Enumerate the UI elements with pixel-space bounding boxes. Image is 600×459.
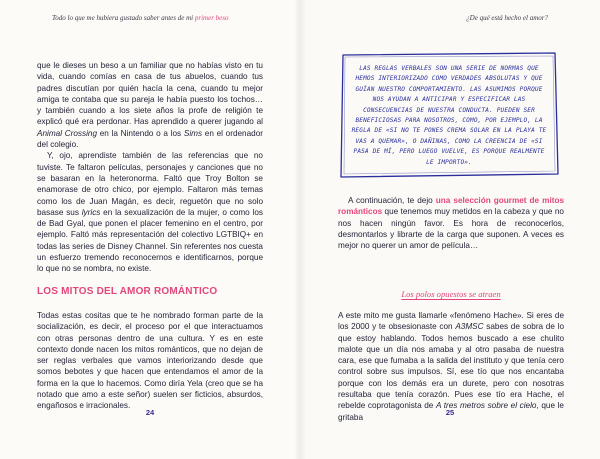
section-title: LOS MITOS DEL AMOR ROMÁNTICO bbox=[37, 286, 218, 297]
book-gutter bbox=[294, 0, 306, 459]
running-head-left bbox=[52, 14, 229, 22]
page-number-left: 24 bbox=[145, 408, 155, 417]
boxed-quote-text: LAS REGLAS VERBALES SON UNA SERIE DE NORMAS QUE HEMOS INTERIORIZADO COMO VERDADES ABSOLUTAS Y QUE GUÍAN NUESTRO COMPORTAMIENTO. LAS ASUMIMOS PORQUE NOS AYUDAN A ANTICIPAR Y ESPECIFICAR LAS CONSECUENCIAS DE NUESTRA CONDUCTA. PUEDEN SER BENEFICIOSAS PARA NOSOTROS, COMO, POR EJEMPLO, LA REGLA DE «SI NO TE PONES CREMA SOLAR EN LA PLAYA TE VAS A QUEMAR», O DAÑINAS, COMO LA CREENCIA DE «SI PASA DE MÍ, PERO LUEGO VUELVE, ES PORQUE REALMENTE LE IMPORTO». bbox=[351, 65, 547, 166]
subheading: Los polos opuestos se atraen bbox=[401, 289, 501, 299]
paragraph: que le dieses un beso a un familiar que no habías visto en tu vida, cuando comías en casa de tus abuelos, cuando tus padres discutían por quién hacía la cena, cuando tu mejor amiga te contaba que su pareja le había puesto los tochos… y también cuando a los siete años la profe de religión te explicó qué era perdonar. Has aprendido a querer jugando al Animal Crossing en la Nintendo o a los Sims en el ordenador del colegio. bbox=[37, 61, 264, 150]
page-number-right: 25 bbox=[445, 408, 455, 417]
paragraph: Todas estas cositas que te he nombrado forman parte de la socialización, es decir, el proceso por el que interactuamos con otras personas dentro de una cultura. Y es en este contexto donde nacen los mitos románticos, que no dejan de ser reglas verbales que vamos interiorizando desde que somos bebotes y que hacen que entendamos el amor de la forma en la que lo hacemos. Como diría Yela (creo que se ha notado que amo a este señor) suelen ser ficticios, absurdos, engañosos e irracionales. bbox=[37, 311, 263, 411]
paragraph: Y, ojo, aprendiste también de las referencias que no tuviste. Te faltaron películas, personajes y canciones que no se basaran en la heteronorma. Faltó que Troy Bolton se enamorase de otro chico, por ejemplo. Faltaron más temas como los de Juan Magán, es decir, reguetón que no solo basase sus lyrics en la sexualización de la mujer, o como los de Bad Gyal, que ponen el placer femenino en el centro, por ejemplo. Faltó más representación del colectivo LGTBIQ+ en todas las series de Disney Channel. Sin referentes nos cuesta un esfuerzo tremendo reconocernos e identificarnos, porque lo que no se nombra, no existe. bbox=[37, 151, 263, 274]
left-body-text bbox=[37, 60, 263, 275]
section-body-text bbox=[37, 310, 263, 412]
paragraph: A este mito me gusta llamarle «fenómeno Hache». Si eres de los 2000 y te obsesionaste con A3MSC sabes de sobra de lo que estoy hablando. Todos hemos buscado a ese chulito malote que un día nos amaba y al otro pasaba de nuestra cara, ese que fumaba a la salida del instituto y que tenía cero control sobre sus impulsos. Sí, ese tío que nos encantaba porque con los demás era un durete, pero con nosotras resultaba que tenía corazón. Pues ese tío era Hache, el rebelde coprotagonista de A tres metros sobre el cielo, que le gritaba bbox=[338, 311, 564, 422]
rule-definition-box bbox=[337, 50, 561, 180]
running-head-title: Todo lo que me hubiera gustado saber antes de mi bbox=[52, 14, 194, 22]
running-head-right: ¿De qué está hecho el amor? bbox=[466, 14, 548, 22]
right-story-text bbox=[338, 310, 564, 423]
highlight-text: una selección gourmet de mitos románticos bbox=[338, 196, 564, 217]
paragraph: A continuación, te dejo una selección gourmet de mitos románticos que tenemos muy metidos en la cabeza y que no nos hacen ningún favor. Es hora de reconocerlos, desmontarlos y librarte de la carga que suponen. A veces es mejor no querer un amor de película… bbox=[338, 196, 564, 251]
right-page bbox=[300, 0, 600, 459]
running-head-accent: primer beso bbox=[194, 14, 229, 22]
right-intro-text bbox=[338, 195, 564, 251]
